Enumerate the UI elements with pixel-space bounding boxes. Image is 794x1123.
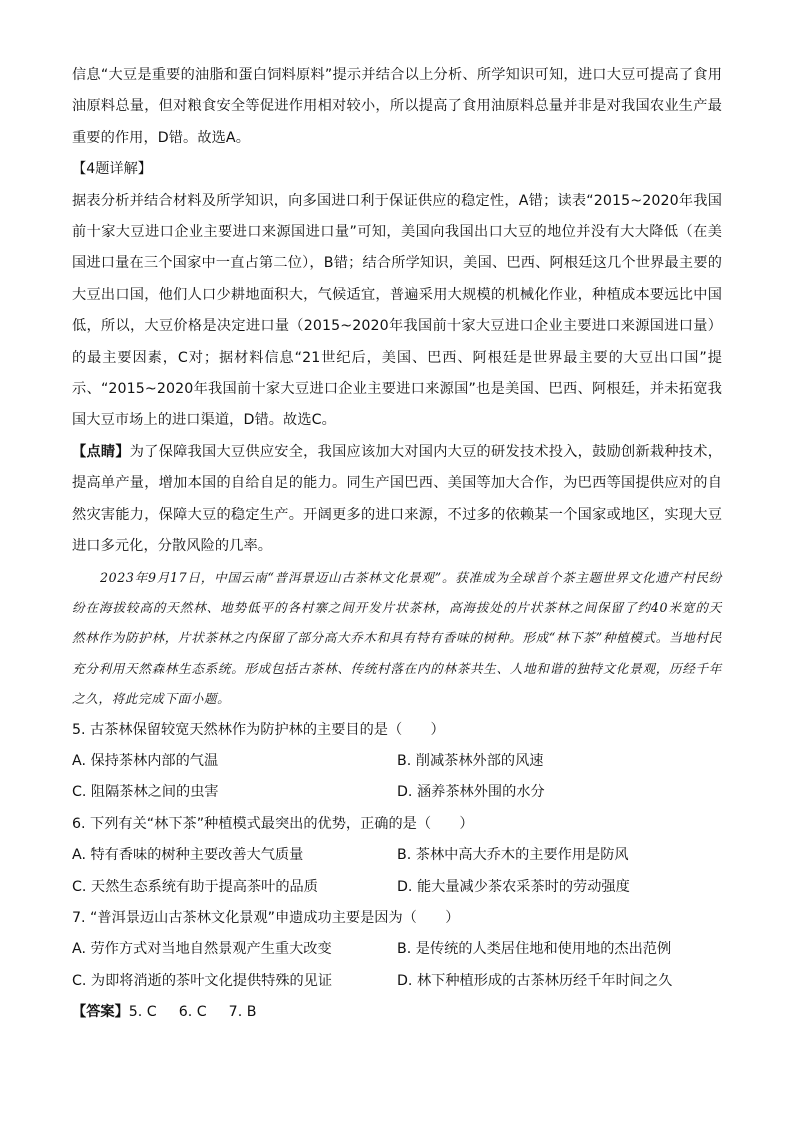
- answer-7: 7. B: [228, 1004, 257, 1021]
- q4-explanation: 据表分析并结合材料及所学知识，向多国进口利于保证供应的稳定性，A错；读表“2015~2020年我国前十家大豆进口企业主要进口来源国进口量”可知，美国向我国出口大豆的地位并没有大大降低（在美国进口量在三个国家中一直占第二位），B错；结合所学知识，美国、巴西、阿根廷这几个世界最主要的大豆出口国，他们人口少耕地面积大，气候适宜，普遍采用大规模的机械化作业，种植成本要远比中国低，所以，大豆价格是决定进口量（2015~2020年我国前十家大豆进口企业主要进口来源国进口量）的最主要因素，C对；据材料信息“21世纪后，美国、巴西、阿根廷是世界最主要的大豆出口国”提示、“2015~2020年我国前十家大豆进口企业主要进口来源国”也是美国、巴西、阿根廷，并未拓宽我国大豆市场上的进口渠道，D错。故选C。: [72, 192, 722, 429]
- option-c: C. 天然生态系统有助于提高茶叶的品质: [72, 878, 318, 895]
- option-grid: [72, 934, 722, 997]
- key-point-text: 为了保障我国大豆供应安全，我国应该加大对国内大豆的研发技术投入，鼓励创新栽种技术，提高单产量，增加本国的自给自足的能力。同生产国巴西、美国等加大合作，为巴西等国提供应对的自然灾害能力，保障大豆的稳定生产。开阔更多的进口来源，不过多的依赖某一个国家或地区，实现大豆进口多元化，分散风险的几率。: [72, 443, 722, 555]
- answer-5: 5. C: [128, 1004, 157, 1021]
- option-grid: [72, 746, 722, 809]
- option-c: C. 阻隔茶林之间的虫害: [72, 784, 219, 801]
- q4-header: 【4题详解】: [72, 161, 152, 178]
- option-a: A. 劳作方式对当地自然景观产生重大改变: [72, 941, 332, 958]
- option-d: D. 能大量减少茶农采茶时的劳动强度: [397, 878, 630, 895]
- option-b: B. 是传统的人类居住地和使用地的杰出范例: [397, 941, 672, 958]
- option-b: B. 削减茶林外部的风速: [397, 752, 544, 769]
- option-grid: [72, 840, 722, 903]
- option-a: A. 特有香味的树种主要改善大气质量: [72, 847, 304, 864]
- answer-6: 6. C: [178, 1004, 207, 1021]
- question-stem: 6. 下列有关“林下茶”种植模式最突出的优势，正确的是（ ）: [72, 815, 474, 832]
- question-stem: 7. “普洱景迈山古茶林文化景观”申遗成功主要是因为（ ）: [72, 909, 460, 926]
- continued-explanation: 信息“大豆是重要的油脂和蛋白饲料原料”提示并结合以上分析、所学知识可知，进口大豆可提高了食用油原料总量，但对粮食安全等促进作用相对较小，所以提高了食用油原料总量并非是对我国农业生产最重要的作用，D错。故选A。: [72, 67, 722, 146]
- option-a: A. 保持茶林内部的气温: [72, 752, 219, 769]
- answer-label: 【答案】: [72, 1004, 129, 1021]
- key-point-label: 【点睛】: [72, 443, 130, 460]
- question-7: [72, 903, 722, 997]
- answer-line: [72, 997, 722, 1028]
- option-d: D. 涵养茶林外围的水分: [397, 784, 545, 801]
- option-c: C. 为即将消逝的茶叶文化提供特殊的见证: [72, 972, 333, 989]
- key-point: [72, 437, 722, 563]
- question-stem: 5. 古茶林保留较宽天然林作为防护林的主要目的是（ ）: [72, 721, 445, 738]
- option-d: D. 林下种植形成的古茶林历经千年时间之久: [397, 972, 673, 989]
- document-page: [72, 60, 722, 1029]
- option-b: B. 茶林中高大乔木的主要作用是防风: [397, 847, 629, 864]
- reading-passage: 2023年9月17日，中国云南“普洱景迈山古茶林文化景观”。获准成为全球首个茶主题世界文化遗产村民纷纷在海拔较高的天然林、地势低平的各村寨之间开发片状茶林，高海拔处的片状茶林之间保留了约40米宽的天然林作为防护林，片状茶林之内保留了部分高大乔木和具有特有香味的树种。形成“林下茶”种植模式。当地村民充分利用天然森林生态系统。形成包括古茶林、传统村落在内的林茶共生、人地和谐的独特文化景观，历经千年之久，将此完成下面小题。: [72, 569, 722, 707]
- question-5: [72, 715, 722, 809]
- question-6: [72, 809, 722, 903]
